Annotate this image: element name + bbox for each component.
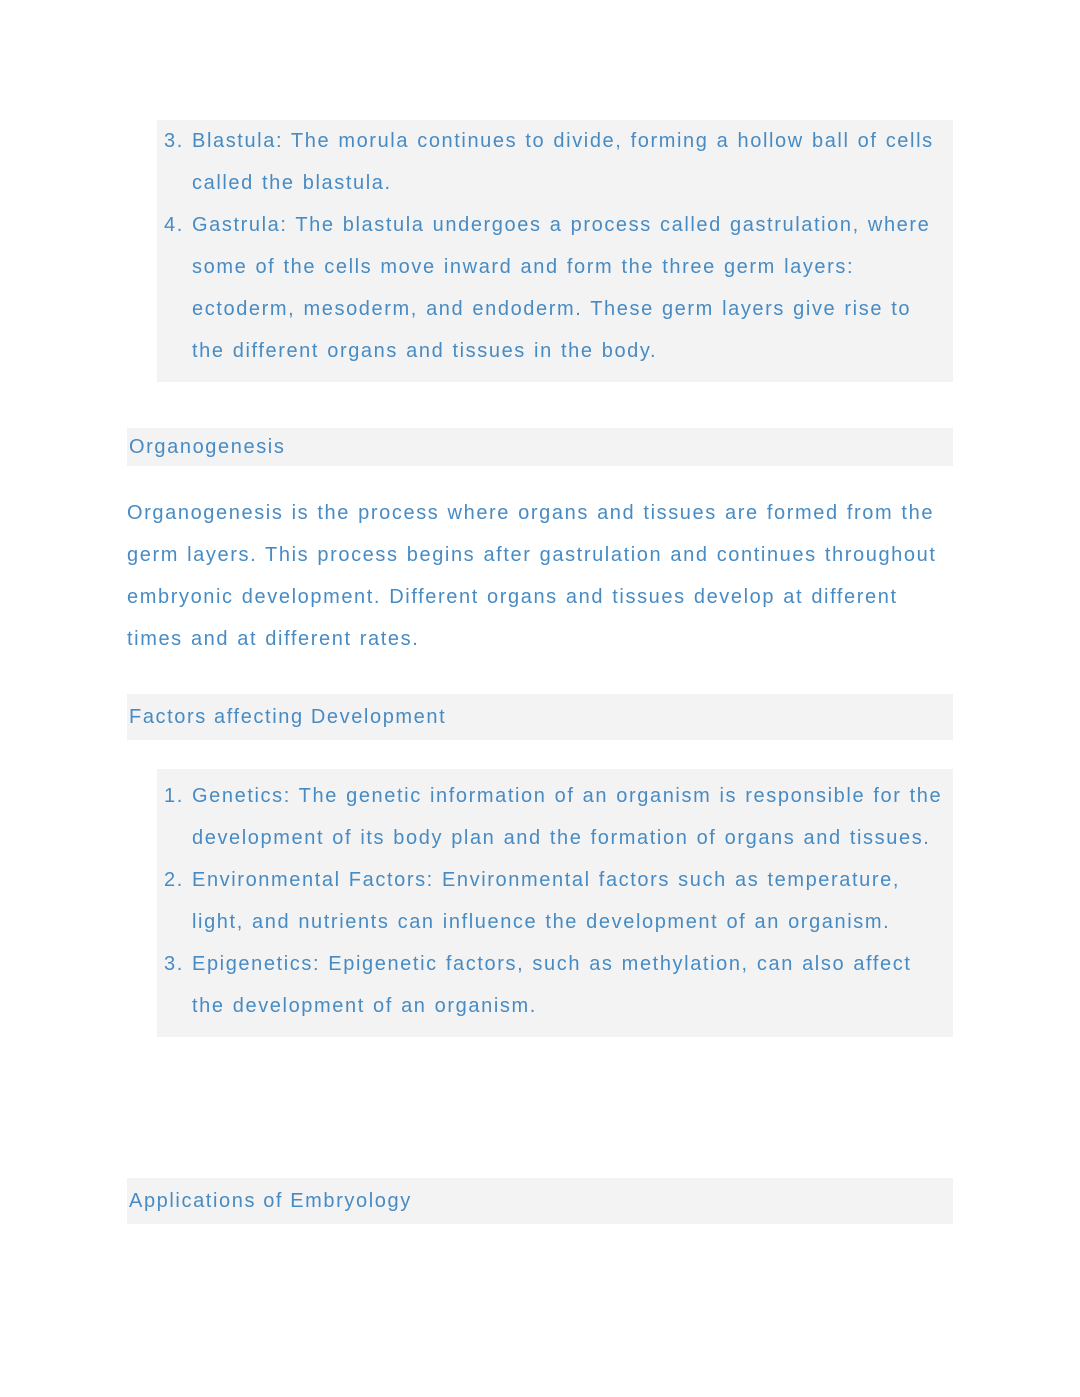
section-heading-organogenesis: Organogenesis bbox=[127, 428, 953, 466]
list-item-number: 3. bbox=[164, 130, 184, 152]
list-item-number: 4. bbox=[164, 214, 184, 236]
list-item-number: 3. bbox=[164, 953, 184, 975]
list-item-number: 2. bbox=[164, 869, 184, 891]
section-heading-factors-affecting-development: Factors affecting Development bbox=[127, 694, 953, 740]
list-item-text: Blastula: The morula continues to divide, forming a hollow ball of cells called the blastula. bbox=[192, 130, 934, 194]
list-item-blastula bbox=[157, 120, 949, 204]
list-item-text: Epigenetics: Epigenetic factors, such as methylation, can also affect the development of an organism. bbox=[192, 953, 912, 1017]
list-item-text: Environmental Factors: Environmental factors such as temperature, light, and nutrients can influence the development of an organism. bbox=[192, 869, 901, 933]
development-factors-list bbox=[157, 769, 953, 1037]
list-item-number: 1. bbox=[164, 785, 184, 807]
list-item-text: Genetics: The genetic information of an organism is responsible for the development of its body plan and the formation of organs and tissues. bbox=[192, 785, 943, 849]
list-item-text: Gastrula: The blastula undergoes a process called gastrulation, where some of the cells move inward and form the three germ layers: ectoderm, mesoderm, and endoderm. These germ layers give rise to the different organs and tissues in the body. bbox=[192, 214, 931, 362]
organogenesis-paragraph: Organogenesis is the process where organs and tissues are formed from the germ layers. This process begins after gastrulation and continues throughout embryonic development. Different organs and tissues develop at different times and at different rates. bbox=[127, 502, 937, 650]
list-item-environmental-factors bbox=[157, 859, 949, 943]
list-item-genetics bbox=[157, 775, 949, 859]
list-item-gastrula bbox=[157, 204, 949, 372]
section-heading-applications-of-embryology: Applications of Embryology bbox=[127, 1178, 953, 1224]
list-item-epigenetics bbox=[157, 943, 949, 1027]
embryo-stages-list bbox=[157, 120, 953, 382]
